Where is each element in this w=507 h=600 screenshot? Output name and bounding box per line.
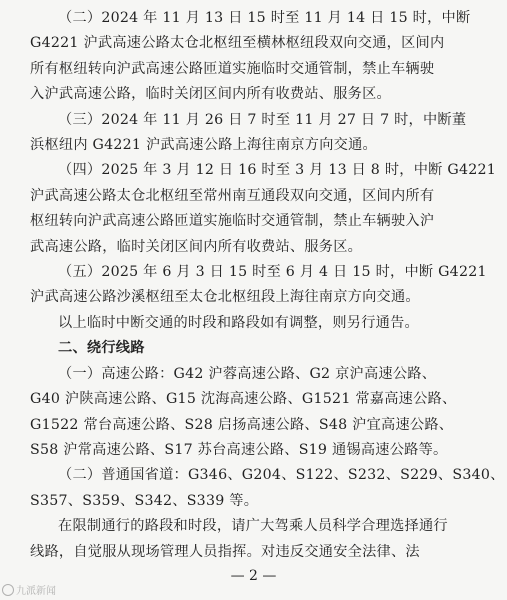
text-line: （二）2024 年 11 月 13 日 15 时至 11 月 14 日 15 时，中断 — [58, 10, 471, 26]
watermark-text: 九派新闻 — [16, 586, 56, 597]
text-line: 浜枢纽内 G4221 沪武高速公路上海往南京方向交通。 — [30, 137, 377, 154]
text-line: G1522 常台高速公路、S28 启扬高速公路、S48 沪宜高速公路、 — [30, 416, 454, 433]
document-body — [30, 6, 505, 565]
text-line: 所有枢纽转向沪武高速公路匝道实施临时交通管制，禁止车辆驶 — [30, 60, 435, 77]
text-line: （四）2025 年 3 月 12 日 16 时至 3 月 13 日 8 时，中断 G4221 — [58, 162, 497, 179]
text-line: （五）2025 年 6 月 3 日 15 时至 6 月 4 日 15 时，中断 G4221 — [58, 264, 487, 281]
text-line: G40 沪陕高速公路、G15 沈海高速公路、G1521 常嘉高速公路、 — [30, 391, 457, 408]
text-line: （三）2024 年 11 月 26 日 7 时至 11 月 27 日 7 时，中断董 — [58, 111, 467, 128]
text-line: 入沪武高速公路，临时关闭区间内所有收费站、服务区。 — [30, 86, 391, 103]
text-line: （一）高速公路：G42 沪蓉高速公路、G2 京沪高速公路、 — [58, 365, 437, 382]
text-line: S58 沪常高速公路、S17 苏台高速公路、S19 通锡高速公路等。 — [30, 441, 448, 458]
text-line: 沪武高速公路沙溪枢纽至太仓北枢纽段上海往南京方向交通。 — [30, 289, 420, 306]
text-line: 以上临时中断交通的时段和路段如有调整，则另行通告。 — [58, 314, 419, 331]
text-line: G4221 沪武高速公路太仓北枢纽至横林枢纽段双向交通，区间内 — [30, 35, 445, 52]
text-line: S357、S359、S342、S339 等。 — [30, 492, 259, 509]
section-heading: 二、绕行线路 — [58, 340, 145, 357]
text-line: 枢纽转向沪武高速公路匝道实施临时交通管制，禁止车辆驶入沪 — [30, 213, 435, 230]
page-number: — 2 — — [230, 568, 277, 584]
text-line: 在限制通行的路段和时段，请广大驾乘人员科学合理选择通行 — [58, 518, 448, 535]
text-line: 线路，自觉服从现场管理人员指挥。对违反交通安全法律、法 — [30, 543, 420, 560]
watermark-logo-icon — [2, 584, 14, 596]
text-line: （二）普通国省道：G346、G204、S122、S232、S229、S340、 — [58, 467, 505, 484]
text-line: 沪武高速公路太仓北枢纽至常州南互通段双向交通，区间内所有 — [30, 187, 435, 204]
text-line: 武高速公路，临时关闭区间内所有收费站、服务区。 — [30, 238, 363, 255]
watermark — [2, 582, 56, 597]
